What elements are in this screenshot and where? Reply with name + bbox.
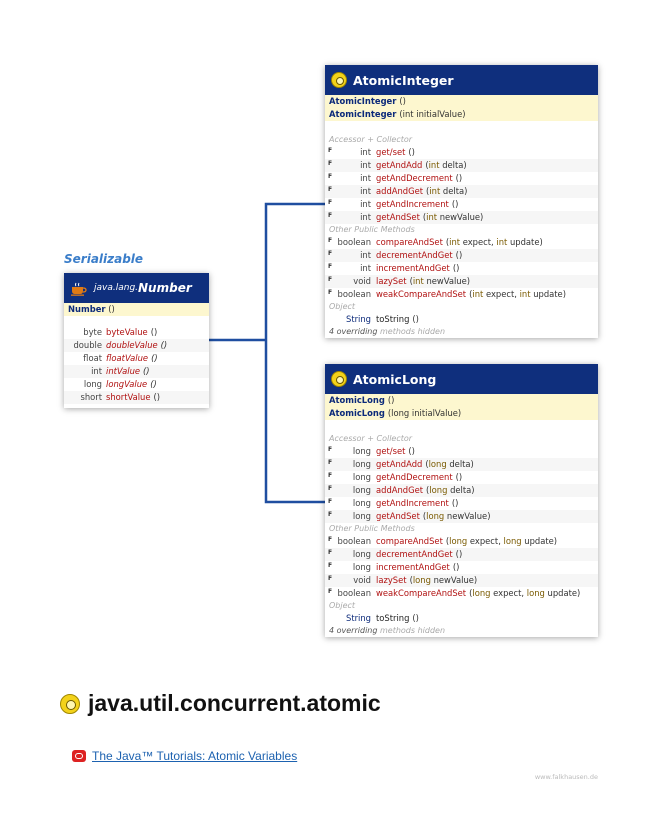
method-row[interactable] [325, 471, 598, 484]
param-type: int [496, 237, 508, 247]
return-type: int [360, 263, 371, 273]
tutorial-link[interactable]: The Java™ Tutorials: Atomic Variables [92, 749, 298, 763]
watermark: www.falkhausen.de [534, 773, 598, 781]
method-params: () [412, 314, 419, 324]
final-modifier-mark: F [328, 237, 333, 244]
oracle-icon [72, 750, 86, 762]
method-params: () [412, 613, 419, 623]
final-modifier-mark: F [328, 160, 333, 167]
method-params: (long initialValue) [387, 408, 462, 418]
method-row[interactable] [325, 587, 598, 600]
final-modifier-mark: F [328, 212, 333, 219]
method-params: () [455, 250, 463, 260]
method-params: () [455, 472, 463, 482]
connector-branch [266, 204, 325, 502]
return-type: byte [83, 327, 102, 337]
method-name: getAndAdd (int delta) [376, 160, 467, 170]
return-type: int [360, 199, 371, 209]
method-params: () [451, 498, 459, 508]
number-method-row[interactable] [64, 365, 209, 378]
final-modifier-mark: F [328, 263, 333, 270]
method-name: getAndSet (long newValue) [376, 511, 491, 521]
constructor-params: () [108, 304, 115, 314]
method-row[interactable] [325, 497, 598, 510]
method-name: addAndGet (int delta) [376, 186, 468, 196]
method-name: decrementAndGet () [376, 549, 463, 559]
param-type: long [472, 588, 491, 598]
section-other-public-methods: Other Public Methods [329, 225, 415, 234]
method-name: incrementAndGet () [376, 263, 460, 273]
method-params: () [160, 340, 168, 350]
method-row[interactable] [325, 172, 598, 185]
method-params: () [150, 379, 157, 389]
constructor-name: AtomicInteger [329, 109, 397, 119]
method-name: get/set () [376, 147, 415, 157]
method-name: compareAndSet (int expect, int update) [376, 237, 543, 247]
number-constructor[interactable] [64, 303, 209, 316]
final-modifier-mark: F [328, 147, 333, 154]
atomic-long-header [325, 364, 598, 394]
java-cup-icon [70, 281, 88, 295]
method-name: getAndIncrement () [376, 498, 459, 508]
method-params: () [455, 173, 463, 183]
method-name: incrementAndGet () [376, 562, 460, 572]
param-type: long [426, 511, 445, 521]
number-methods [64, 326, 209, 404]
footer-rest: methods hidden [379, 327, 446, 336]
method-params: (int expect, int update) [469, 289, 566, 299]
final-modifier-mark: F [328, 276, 333, 283]
method-row[interactable] [325, 185, 598, 198]
return-type: double [73, 340, 102, 350]
final-modifier-mark: F [328, 498, 333, 505]
method-name: weakCompareAndSet (long expect, long update) [376, 588, 581, 598]
method-row[interactable] [325, 236, 598, 249]
final-modifier-mark: F [328, 549, 333, 556]
constructor-name: Number [68, 304, 106, 314]
method-params: (long delta) [426, 485, 475, 495]
method-params: () [153, 392, 161, 402]
atomic-integer-header [325, 65, 598, 95]
number-method-row[interactable] [64, 352, 209, 365]
final-modifier-mark: F [328, 289, 333, 296]
return-type: void [353, 575, 371, 585]
number-header [64, 273, 209, 303]
method-row[interactable] [325, 275, 598, 288]
method-params: () [408, 147, 415, 157]
method-params: () [399, 96, 406, 106]
constructor-row[interactable] [325, 108, 598, 121]
number-method-row[interactable] [64, 339, 209, 352]
constructor-name: AtomicLong [329, 395, 385, 405]
constructor-name: AtomicLong [329, 408, 385, 418]
number-method-row[interactable] [64, 378, 209, 391]
param-type: long [503, 536, 522, 546]
return-type: String [346, 613, 371, 623]
footer-count: 4 overriding [329, 327, 380, 336]
return-type: boolean [337, 237, 371, 247]
method-params: () [455, 549, 463, 559]
atomic-integer-class-name: AtomicInteger [353, 72, 454, 88]
method-params: (int delta) [426, 186, 468, 196]
method-name: lazySet (int newValue) [376, 276, 471, 286]
return-type: long [352, 511, 371, 521]
return-type: short [80, 392, 102, 402]
param-type: int [449, 237, 461, 247]
serializable-label: Serializable [64, 252, 144, 266]
return-type: long [352, 446, 371, 456]
method-params: () [151, 353, 158, 363]
return-type: long [352, 549, 371, 559]
method-params: (int newValue) [409, 276, 471, 286]
method-name: get/set () [376, 446, 415, 456]
package-icon [60, 694, 80, 714]
final-modifier-mark: F [328, 575, 333, 582]
constructor-name: AtomicInteger [329, 96, 397, 106]
method-params: (int newValue) [422, 212, 484, 222]
number-method-row[interactable] [64, 391, 209, 404]
return-type: long [352, 472, 371, 482]
method-params: (long delta) [425, 459, 474, 469]
final-modifier-mark: F [328, 472, 333, 479]
footer-count: 4 overriding [329, 626, 380, 635]
package-title [60, 690, 381, 717]
final-modifier-mark: F [328, 485, 333, 492]
method-params: (long expect, long update) [469, 588, 581, 598]
final-modifier-mark: F [328, 562, 333, 569]
return-type: long [352, 485, 371, 495]
method-params: () [150, 327, 158, 337]
final-modifier-mark: F [328, 250, 333, 257]
method-name: weakCompareAndSet (int expect, int update) [376, 289, 566, 299]
method-name: toString () [376, 314, 419, 324]
return-type: int [360, 250, 371, 260]
return-type: void [353, 276, 371, 286]
return-type: String [346, 314, 371, 324]
method-params: (long newValue) [422, 511, 491, 521]
method-name: byteValue () [106, 327, 158, 337]
constructor-row[interactable] [325, 95, 598, 108]
method-name: getAndSet (int newValue) [376, 212, 484, 222]
return-type: int [91, 366, 102, 376]
param-type: int [412, 276, 424, 286]
method-row[interactable] [325, 159, 598, 172]
final-modifier-mark: F [328, 173, 333, 180]
return-type: int [360, 173, 371, 183]
return-type: int [360, 160, 371, 170]
param-type: int [428, 160, 440, 170]
method-name: getAndDecrement () [376, 472, 463, 482]
param-type: long [412, 575, 431, 585]
param-type: int [519, 289, 531, 299]
method-params: () [452, 263, 460, 273]
method-params: () [451, 199, 459, 209]
method-row[interactable] [325, 445, 598, 458]
return-type: int [360, 212, 371, 222]
method-row[interactable] [325, 146, 598, 159]
return-type: int [360, 147, 371, 157]
section-other-public-methods: Other Public Methods [329, 524, 415, 533]
package-name: java.util.concurrent.atomic [88, 690, 381, 716]
method-row[interactable] [325, 198, 598, 211]
method-row[interactable] [325, 548, 598, 561]
param-type: long [428, 459, 447, 469]
number-class-name: Number [138, 281, 192, 295]
return-type: boolean [337, 536, 371, 546]
param-type: int [472, 289, 484, 299]
return-type: int [360, 186, 371, 196]
return-type: boolean [337, 289, 371, 299]
section-object: Object [329, 601, 356, 610]
atomic-long-class-name: AtomicLong [353, 371, 437, 387]
param-type: int [402, 109, 414, 119]
return-type: float [83, 353, 102, 363]
constructor-row[interactable] [325, 394, 598, 407]
section-accessor-collector: Accessor + Collector [329, 434, 413, 443]
final-modifier-mark: F [328, 199, 333, 206]
method-params: (long newValue) [409, 575, 478, 585]
return-type: long [352, 459, 371, 469]
method-name: intValue () [106, 366, 150, 376]
method-params: () [408, 446, 415, 456]
method-params: (long expect, long update) [445, 536, 558, 546]
param-type: long [526, 588, 545, 598]
method-row[interactable] [325, 249, 598, 262]
final-modifier-mark: F [328, 588, 333, 595]
method-row[interactable] [325, 262, 598, 275]
final-modifier-mark: F [328, 511, 333, 518]
return-type: long [352, 562, 371, 572]
method-row[interactable] [325, 458, 598, 471]
method-name: longValue () [106, 379, 157, 389]
method-name: lazySet (long newValue) [376, 575, 478, 585]
method-params: () [452, 562, 460, 572]
method-row[interactable] [325, 288, 598, 301]
method-name: toString () [376, 613, 419, 623]
tutorial-link-row [72, 749, 297, 763]
final-modifier-mark: F [328, 446, 333, 453]
package-icon [331, 371, 347, 387]
package-icon [331, 72, 347, 88]
method-params: () [143, 366, 150, 376]
method-params: (int initialValue) [399, 109, 466, 119]
method-row[interactable] [325, 612, 598, 625]
constructor-row[interactable] [325, 407, 598, 420]
return-type: long [83, 379, 102, 389]
number-method-row[interactable] [64, 326, 209, 339]
param-type: long [391, 408, 410, 418]
param-type: long [429, 485, 448, 495]
method-row[interactable] [325, 313, 598, 326]
method-params: (int expect, int update) [445, 237, 543, 247]
method-row[interactable] [325, 574, 598, 587]
method-name: getAndIncrement () [376, 199, 459, 209]
overriding-methods-hidden [325, 326, 598, 338]
method-row[interactable] [325, 510, 598, 523]
number-package-prefix: java.lang. [94, 283, 139, 293]
method-name: getAndDecrement () [376, 173, 463, 183]
footer-rest: methods hidden [379, 626, 446, 635]
method-name: getAndAdd (long delta) [376, 459, 474, 469]
param-type: int [426, 212, 438, 222]
return-type: boolean [337, 588, 371, 598]
atomic-integer-class-box[interactable] [325, 65, 598, 338]
section-object: Object [329, 302, 356, 311]
method-name: floatValue () [106, 353, 158, 363]
method-name: addAndGet (long delta) [376, 485, 475, 495]
method-name: decrementAndGet () [376, 250, 463, 260]
method-name: compareAndSet (long expect, long update) [376, 536, 558, 546]
method-row[interactable] [325, 484, 598, 497]
method-name: shortValue () [106, 392, 161, 402]
method-row[interactable] [325, 535, 598, 548]
final-modifier-mark: F [328, 459, 333, 466]
method-name: doubleValue () [106, 340, 168, 350]
method-params: (int delta) [425, 160, 467, 170]
overriding-methods-hidden [325, 625, 598, 637]
section-accessor-collector: Accessor + Collector [329, 135, 413, 144]
param-type: long [449, 536, 468, 546]
return-type: long [352, 498, 371, 508]
method-row[interactable] [325, 211, 598, 224]
final-modifier-mark: F [328, 536, 333, 543]
final-modifier-mark: F [328, 186, 333, 193]
method-params: () [387, 395, 395, 405]
method-row[interactable] [325, 561, 598, 574]
atomic-long-class-box[interactable] [325, 364, 598, 637]
number-class-box[interactable] [64, 273, 209, 408]
param-type: int [429, 186, 441, 196]
